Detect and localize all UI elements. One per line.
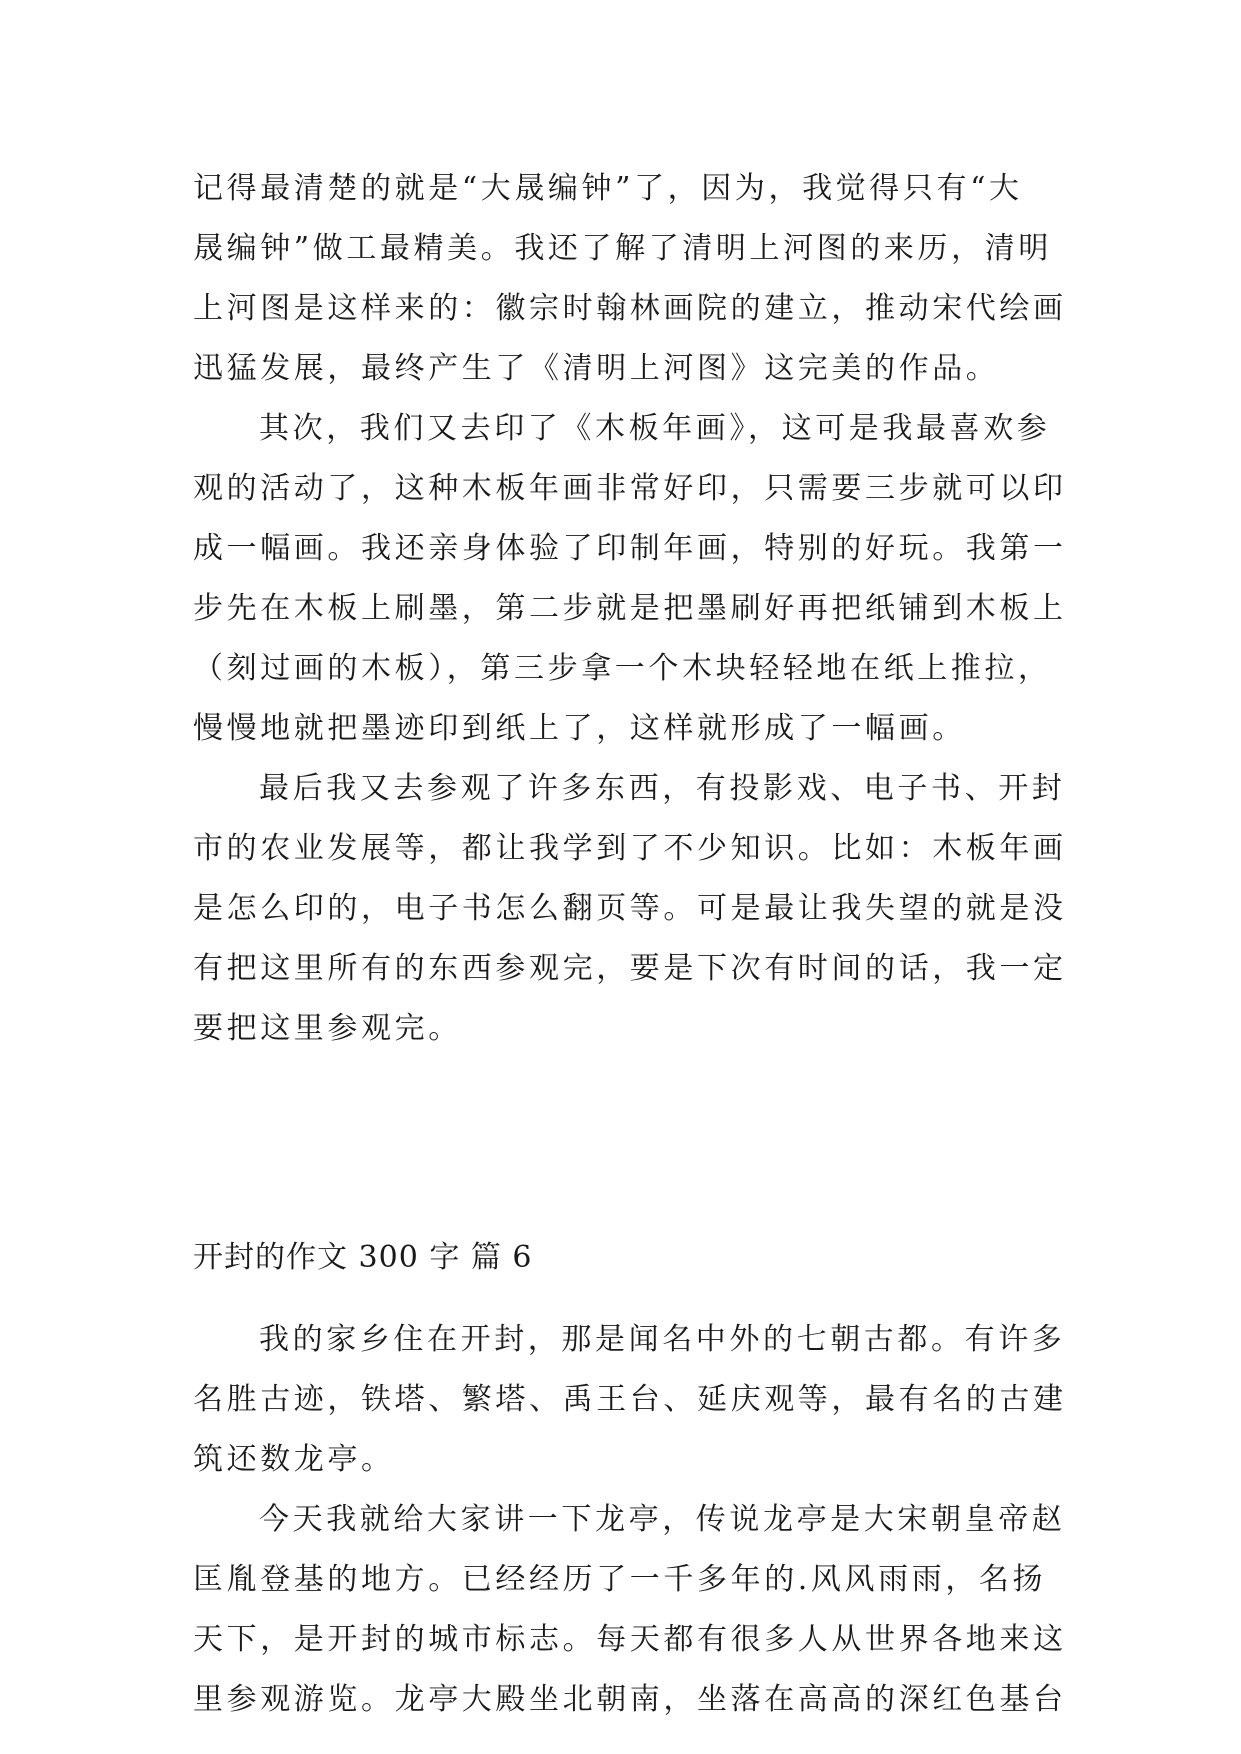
text-line: 里参观游览。龙亭大殿坐北朝南，坐落在高高的深红色基台 xyxy=(193,1682,1067,1717)
text-line: 有把这里所有的东西参观完，要是下次有时间的话，我一定 xyxy=(193,951,1067,986)
text-line: 观的活动了，这种木板年画非常好印，只需要三步就可以印 xyxy=(193,471,1067,506)
section-heading: 开封的作文 300 字 篇 6 xyxy=(193,1240,533,1275)
paragraph-first-line: 最后我又去参观了许多东西，有投影戏、电子书、开封 xyxy=(259,771,1066,806)
essay-continuation xyxy=(193,159,1067,1059)
paragraph-first-line: 今天我就给大家讲一下龙亭，传说龙亭是大宋朝皇帝赵 xyxy=(259,1502,1066,1537)
text-line: 匡胤登基的地方。已经经历了一千多年的.风风雨雨，名扬 xyxy=(193,1562,1047,1597)
text-line: 记得最清楚的就是“大晟编钟”了，因为，我觉得只有“大 xyxy=(193,171,1023,206)
text-line: 步先在木板上刷墨，第二步就是把墨刷好再把纸铺到木板上 xyxy=(193,591,1067,626)
text-line: 要把这里参观完。 xyxy=(193,1011,462,1046)
essay-body xyxy=(193,1310,1067,1730)
text-line: 晟编钟”做工最精美。我还了解了清明上河图的来历，清明 xyxy=(193,231,1052,266)
text-line: 筑还数龙亭。 xyxy=(193,1442,395,1477)
paragraph-first-line: 我的家乡住在开封，那是闻名中外的七朝古都。有许多 xyxy=(259,1322,1066,1357)
text-line: 天下，是开封的城市标志。每天都有很多人从世界各地来这 xyxy=(193,1622,1067,1657)
text-line: （刻过画的木板），第三步拿一个木块轻轻地在纸上推拉， xyxy=(193,651,1052,686)
text-line: 名胜古迹，铁塔、繁塔、禹王台、延庆观等，最有名的古建 xyxy=(193,1382,1067,1417)
text-line: 市的农业发展等，都让我学到了不少知识。比如：木板年画 xyxy=(193,831,1067,866)
text-line: 上河图是这样来的：徽宗时翰林画院的建立，推动宋代绘画 xyxy=(193,291,1067,326)
text-line: 迅猛发展，最终产生了《清明上河图》这完美的作品。 xyxy=(193,351,1000,386)
paragraph-first-line: 其次，我们又去印了《木板年画》，这可是我最喜欢参 xyxy=(259,411,1051,446)
text-line: 成一幅画。我还亲身体验了印制年画，特别的好玩。我第一 xyxy=(193,531,1067,566)
text-line: 是怎么印的，电子书怎么翻页等。可是最让我失望的就是没 xyxy=(193,891,1067,926)
text-line: 慢慢地就把墨迹印到纸上了，这样就形成了一幅画。 xyxy=(193,711,966,746)
